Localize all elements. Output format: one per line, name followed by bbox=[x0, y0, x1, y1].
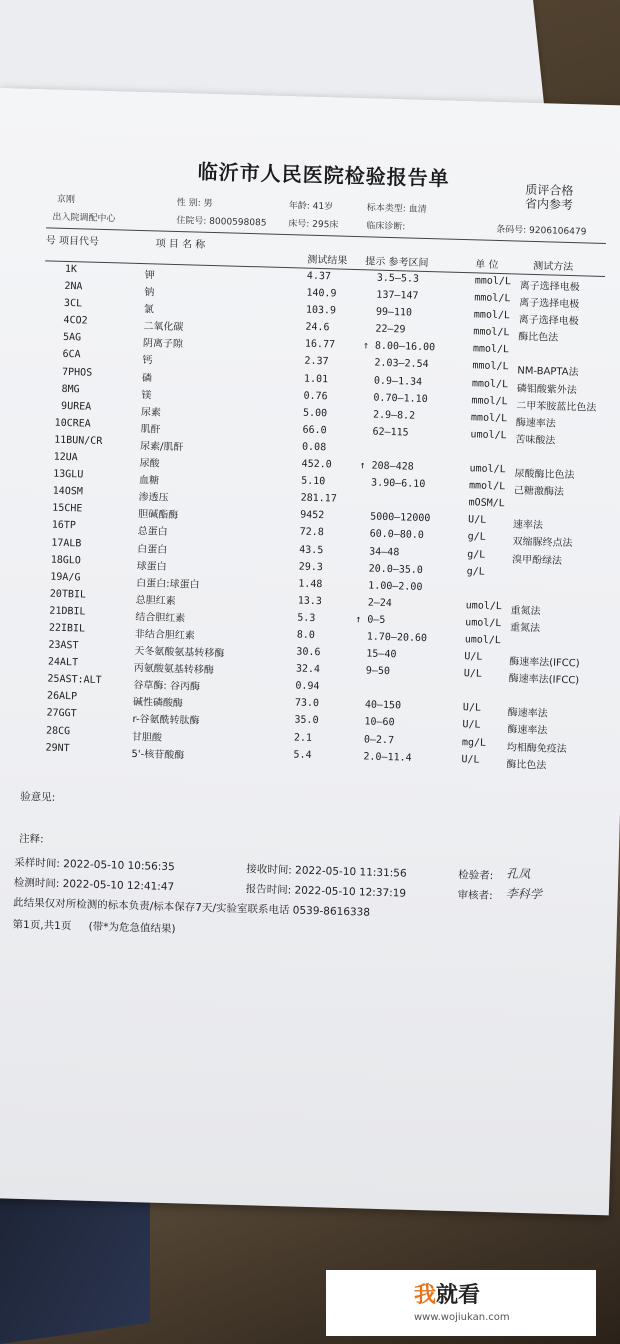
abnormal-flag: ↑ bbox=[362, 340, 370, 352]
watermark-brand-orange: 我 bbox=[414, 1283, 437, 1308]
unit: umol/L bbox=[464, 634, 502, 647]
test-method: 酶速率法 bbox=[507, 707, 548, 720]
item-name: 钙 bbox=[142, 355, 153, 367]
header-seq-code: 号 项目代号 bbox=[45, 235, 100, 248]
results-table bbox=[31, 263, 605, 774]
reference-range: 0—2.7 bbox=[363, 733, 395, 746]
test-method: 溴甲酚绿法 bbox=[511, 553, 563, 567]
item-name: 磷 bbox=[141, 372, 153, 384]
test-result: 5.3 bbox=[297, 612, 316, 624]
audit-time: 报告时间: 2022-05-10 12:37:19 bbox=[245, 883, 407, 900]
item-name: 钠 bbox=[144, 287, 155, 299]
unit: g/L bbox=[466, 565, 485, 578]
item-name: 钾 bbox=[144, 270, 155, 282]
unit: U/L bbox=[461, 753, 480, 766]
item-code: CREA bbox=[66, 417, 91, 430]
test-result: 66.0 bbox=[302, 424, 327, 437]
test-method: 双缩脲终点法 bbox=[512, 536, 573, 550]
reference-range: 0.9—1.34 bbox=[373, 375, 423, 388]
test-result: 4.37 bbox=[306, 270, 332, 283]
disclaimer: 此结果仅对所检测的标本负责/标本保存7天/实验室联系电话 0539-8616338 bbox=[13, 896, 371, 919]
quality-line-1: 质评合格 bbox=[525, 182, 574, 199]
reference-range: 208—428 bbox=[371, 460, 414, 473]
test-method: 磷钼酸紫外法 bbox=[516, 383, 577, 396]
reference-range: 0.70—1.10 bbox=[373, 392, 428, 405]
unit: mmol/L bbox=[474, 275, 512, 288]
unit: g/L bbox=[467, 531, 486, 544]
item-name: 结合胆红素 bbox=[135, 611, 186, 625]
unit: g/L bbox=[467, 548, 486, 561]
header-hint-ref: 提示 参考区间 bbox=[365, 256, 429, 270]
test-result: 2.37 bbox=[304, 356, 329, 368]
row-number: 3 bbox=[63, 298, 71, 310]
item-name: 渗透压 bbox=[138, 492, 169, 505]
test-method: 速率法 bbox=[512, 519, 544, 532]
age-field: 年龄: 41岁 bbox=[288, 201, 334, 213]
row-number: 28 bbox=[45, 725, 59, 737]
header-method: 测试方法 bbox=[533, 260, 574, 274]
report-time: 检测时间: 2022-05-10 12:41:47 bbox=[13, 876, 175, 894]
row-number: 20 bbox=[49, 588, 63, 600]
item-code: AG bbox=[68, 332, 82, 344]
row-number: 2 bbox=[64, 280, 71, 293]
item-name: 肌酐 bbox=[140, 423, 161, 436]
row-number: 22 bbox=[48, 622, 62, 634]
item-name: 天冬氨酸氨基转移酶 bbox=[134, 646, 225, 660]
unit: umol/L bbox=[465, 599, 502, 612]
reference-range: 20.0—35.0 bbox=[368, 563, 424, 576]
test-result: 1.01 bbox=[303, 373, 329, 385]
item-code: AST:ALT bbox=[59, 674, 102, 687]
row-number: 8 bbox=[61, 383, 68, 395]
item-code: CHE bbox=[64, 503, 83, 515]
reference-range: 2—24 bbox=[367, 597, 393, 609]
row-number: 7 bbox=[61, 366, 69, 378]
item-code: K bbox=[70, 264, 78, 276]
test-result: 281.17 bbox=[300, 492, 337, 505]
row-number: 17 bbox=[51, 537, 64, 549]
unit: mOSM/L bbox=[468, 497, 505, 510]
item-code: ALT bbox=[59, 657, 79, 669]
item-name: 白蛋白:球蛋白 bbox=[136, 577, 200, 591]
row-number: 9 bbox=[60, 400, 68, 412]
page-info: 第1页,共1页 bbox=[12, 918, 72, 933]
unit: U/L bbox=[462, 702, 482, 715]
inspector-label: 检验者: bbox=[458, 869, 494, 883]
item-code: A/G bbox=[62, 571, 81, 584]
diagnosis-field: 临床诊断: bbox=[366, 221, 406, 233]
item-code: GGT bbox=[58, 708, 77, 720]
item-code: BUN/CR bbox=[66, 434, 103, 447]
critical-note: (带*为危急值结果) bbox=[88, 920, 176, 936]
test-result: 30.6 bbox=[296, 646, 321, 659]
row-number: 10 bbox=[54, 417, 67, 429]
test-method: 酶速率法(IFCC) bbox=[509, 656, 580, 670]
row-number: 21 bbox=[49, 605, 62, 617]
test-result: 2.1 bbox=[293, 731, 313, 744]
reference-range: 99—110 bbox=[375, 306, 413, 319]
abnormal-flag: ↑ bbox=[359, 460, 366, 472]
test-result: 32.4 bbox=[295, 663, 321, 676]
test-result: 72.8 bbox=[299, 526, 324, 539]
reference-range: 2.9—8.2 bbox=[372, 409, 416, 422]
unit: U/L bbox=[462, 719, 481, 732]
watermark-url: www.wojiukan.com bbox=[414, 1312, 510, 1323]
row-number: 15 bbox=[52, 502, 65, 515]
row-number: 19 bbox=[50, 571, 63, 583]
test-result: 452.0 bbox=[301, 458, 332, 471]
row-number: 14 bbox=[52, 485, 65, 498]
unit: mmol/L bbox=[472, 343, 510, 356]
unit: mmol/L bbox=[473, 326, 510, 339]
lab-report-sheet bbox=[0, 88, 620, 1215]
test-method: 酶速率法 bbox=[515, 417, 556, 430]
row-number: 18 bbox=[50, 554, 63, 566]
test-result: 5.4 bbox=[293, 749, 312, 761]
row-number: 29 bbox=[45, 742, 58, 754]
header-unit: 单 位 bbox=[475, 259, 499, 271]
row-number: 1 bbox=[64, 263, 72, 276]
test-result: 73.0 bbox=[294, 697, 320, 710]
item-name: 球蛋白 bbox=[136, 560, 167, 573]
unit: umol/L bbox=[469, 463, 506, 476]
sample-type-field: 标本类型: 血清 bbox=[366, 203, 427, 215]
item-code: AST bbox=[60, 639, 79, 652]
unit: umol/L bbox=[470, 429, 507, 442]
row-number: 12 bbox=[53, 451, 66, 464]
item-code: UREA bbox=[66, 400, 92, 413]
quality-line-2: 省内参考 bbox=[524, 196, 574, 213]
item-code: CG bbox=[57, 725, 71, 737]
item-code: ALP bbox=[58, 691, 78, 703]
row-number: 23 bbox=[48, 639, 61, 651]
watermark-brand-dark: 就看 bbox=[436, 1283, 481, 1308]
test-method: 苦味酸法 bbox=[515, 434, 556, 447]
reference-range: 0—5 bbox=[367, 614, 386, 626]
reference-range: 34—48 bbox=[369, 545, 400, 558]
item-name: 丙氨酸氨基转移酶 bbox=[133, 663, 214, 677]
test-result: 103.9 bbox=[305, 304, 337, 317]
test-method: 均相酶免疫法 bbox=[506, 741, 567, 755]
row-number: 5 bbox=[62, 332, 70, 344]
unit: U/L bbox=[467, 514, 487, 527]
reference-range: 40—150 bbox=[364, 699, 402, 712]
test-result: 0.76 bbox=[303, 390, 328, 402]
unit: mmol/L bbox=[471, 377, 509, 390]
barcode-field: 条码号: 9206106479 bbox=[496, 224, 587, 238]
item-name: 白蛋白 bbox=[137, 543, 168, 556]
unit: mg/L bbox=[461, 736, 487, 749]
report-title: 临沂市人民医院检验报告单 bbox=[197, 159, 450, 191]
reference-range: 1.00—2.00 bbox=[368, 580, 423, 593]
row-number: 25 bbox=[47, 673, 60, 686]
item-name: 甘胆酸 bbox=[131, 731, 163, 744]
test-result: 29.3 bbox=[298, 561, 323, 573]
item-name: 非结合胆红素 bbox=[134, 628, 195, 642]
row-number: 11 bbox=[53, 434, 67, 446]
reference-range: 2.03—2.54 bbox=[374, 358, 429, 371]
reference-range: 8.00—16.00 bbox=[374, 340, 436, 354]
item-name: 5'-核苷酸酶 bbox=[131, 748, 185, 762]
test-method: 酶速率法 bbox=[507, 724, 548, 737]
bed-field: 床号: 295床 bbox=[288, 219, 339, 231]
item-code: IBIL bbox=[60, 622, 86, 635]
opinion-label: 验意见: bbox=[20, 790, 56, 804]
reviewer-label: 审核者: bbox=[457, 889, 493, 903]
test-method: NM-BAPTA法 bbox=[517, 366, 579, 379]
item-name: 尿酸 bbox=[139, 458, 160, 470]
test-result: 0.08 bbox=[301, 441, 327, 454]
item-code: CO2 bbox=[69, 315, 88, 327]
reference-range: 60.0—80.0 bbox=[369, 528, 424, 542]
unit: mmol/L bbox=[471, 394, 508, 407]
item-name: 总胆红素 bbox=[135, 594, 176, 607]
test-result: 9452 bbox=[300, 509, 325, 522]
remark-label: 注释: bbox=[18, 832, 44, 846]
test-method: 离子选择电极 bbox=[519, 280, 580, 294]
unit: U/L bbox=[464, 651, 483, 663]
reference-range: 15—40 bbox=[366, 648, 397, 661]
item-name: 尿素/肌酐 bbox=[139, 440, 184, 454]
row-number: 6 bbox=[62, 349, 69, 361]
unit: mmol/L bbox=[470, 412, 508, 425]
abnormal-flag: ↑ bbox=[355, 614, 362, 626]
inspector-signature: 孔凤 bbox=[506, 866, 531, 882]
item-name: 胆碱酯酶 bbox=[137, 509, 179, 522]
item-code: TBIL bbox=[61, 588, 87, 601]
item-name: 碱性磷酸酶 bbox=[132, 697, 184, 710]
test-method: 己糖激酶法 bbox=[513, 485, 565, 499]
reference-range: 137—147 bbox=[376, 289, 419, 302]
test-result: 5.00 bbox=[302, 407, 328, 420]
reference-range: 3.5—5.3 bbox=[376, 272, 420, 285]
row-number: 24 bbox=[47, 656, 61, 669]
test-method: 重氮法 bbox=[510, 605, 541, 618]
reference-range: 62—115 bbox=[372, 426, 409, 439]
header-item-name: 项 目 名 称 bbox=[155, 238, 206, 251]
test-method: 酶速率法(IFCC) bbox=[508, 673, 580, 687]
unit: mmol/L bbox=[474, 292, 511, 305]
item-code: DBIL bbox=[61, 605, 86, 618]
gender-field: 性 别: 男 bbox=[176, 197, 213, 209]
row-number: 26 bbox=[46, 690, 60, 703]
test-result: 1.48 bbox=[298, 578, 323, 590]
reference-range: 5000—12000 bbox=[370, 511, 431, 525]
item-code: OSM bbox=[64, 486, 83, 498]
sample-time: 采样时间: 2022-05-10 10:56:35 bbox=[14, 856, 175, 874]
test-method: 酶比色法 bbox=[518, 331, 559, 344]
item-name: 氯 bbox=[143, 304, 155, 316]
row-number: 13 bbox=[53, 468, 66, 481]
test-method: 酶比色法 bbox=[506, 759, 547, 772]
unit: U/L bbox=[463, 668, 483, 680]
item-code: PHOS bbox=[67, 366, 93, 379]
unit: mmol/L bbox=[472, 360, 509, 373]
item-code: GLU bbox=[65, 469, 84, 481]
test-method: 重氮法 bbox=[509, 622, 541, 635]
header-result: 测试结果 bbox=[307, 254, 348, 267]
receive-time: 接收时间: 2022-05-10 11:31:56 bbox=[246, 863, 407, 880]
test-result: 5.10 bbox=[300, 475, 326, 488]
item-name: r-谷氨酰转肽酶 bbox=[132, 714, 200, 728]
row-number: 4 bbox=[63, 315, 70, 327]
test-result: 16.77 bbox=[304, 338, 336, 351]
row-number: 16 bbox=[51, 520, 64, 532]
test-method: 离子选择电极 bbox=[519, 297, 580, 311]
item-code: UA bbox=[65, 452, 78, 464]
reference-range: 9—50 bbox=[365, 665, 391, 678]
patient-name: 京刚 bbox=[56, 194, 76, 206]
item-code: GLO bbox=[62, 554, 82, 567]
item-code: NT bbox=[57, 742, 70, 754]
item-name: 尿素 bbox=[140, 406, 162, 419]
department-field: 出入院调配中心 bbox=[52, 212, 116, 225]
quality-stamp bbox=[525, 183, 574, 212]
reference-range: 22—29 bbox=[375, 323, 406, 336]
test-result: 35.0 bbox=[294, 714, 319, 727]
reviewer-signature: 李科学 bbox=[505, 886, 542, 902]
reference-range: 3.90—6.10 bbox=[370, 477, 426, 491]
reference-range: 2.0—11.4 bbox=[363, 751, 412, 764]
test-result: 0.94 bbox=[295, 680, 320, 693]
watermark-logo bbox=[414, 1278, 480, 1309]
item-name: 谷草酶: 谷丙酶 bbox=[133, 680, 201, 694]
test-result: 140.9 bbox=[306, 287, 337, 300]
item-code: NA bbox=[70, 281, 83, 293]
test-result: 13.3 bbox=[297, 595, 323, 607]
reference-range: 10—60 bbox=[364, 716, 395, 729]
unit: mmol/L bbox=[468, 480, 506, 493]
item-code: TP bbox=[63, 520, 76, 532]
item-code: ALB bbox=[63, 537, 82, 549]
item-code: CA bbox=[68, 349, 81, 361]
row-number: 27 bbox=[46, 707, 59, 720]
item-name: 阴离子隙 bbox=[142, 338, 184, 351]
test-result: 43.5 bbox=[299, 544, 324, 556]
reference-range: 1.70—20.60 bbox=[366, 631, 428, 645]
item-name: 二氧化碳 bbox=[143, 321, 184, 334]
site-watermark bbox=[326, 1270, 596, 1336]
item-name: 镁 bbox=[141, 389, 152, 402]
test-method: 离子选择电极 bbox=[518, 314, 579, 328]
unit: umol/L bbox=[465, 617, 502, 630]
test-method: 尿酸酶比色法 bbox=[514, 468, 575, 482]
test-result: 8.0 bbox=[296, 629, 316, 641]
test-result: 24.6 bbox=[305, 321, 330, 334]
unit: mmol/L bbox=[473, 309, 511, 322]
item-code: MG bbox=[67, 383, 80, 395]
inpatient-number-field: 住院号: 8000598085 bbox=[176, 215, 267, 229]
item-name: 血糖 bbox=[138, 475, 160, 487]
item-name: 总蛋白 bbox=[137, 526, 168, 539]
item-code: CL bbox=[69, 298, 83, 310]
test-method: 二甲苯胺蓝比色法 bbox=[516, 400, 597, 414]
